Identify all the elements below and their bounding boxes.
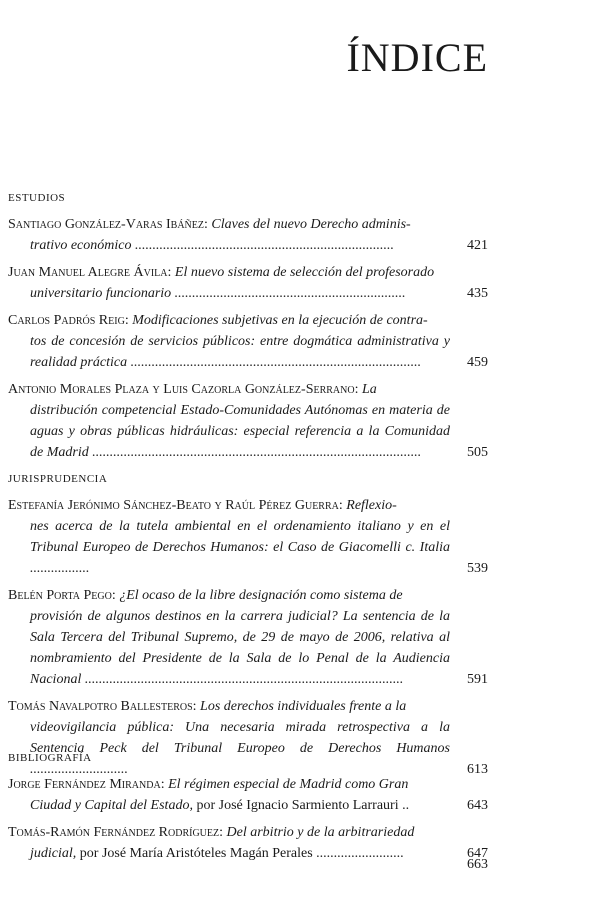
entry-author: Santiago González-Varas Ibáñez xyxy=(8,217,204,232)
entry-title: El nuevo sistema de selección del profesorado xyxy=(174,265,435,280)
section-label: BIBLIOGRAFÍA xyxy=(8,752,92,764)
section-jurisprudencia xyxy=(8,473,488,786)
section-label: JURISPRUDENCIA xyxy=(8,473,108,485)
entry-title-cont: nes acerca de la tutela ambiental en el ordenamiento italiano y en el Tribunal Europeo de Derechos Humanos: el Caso de Giacomelli c. Italia ................. xyxy=(30,519,450,576)
entry-page: 435 xyxy=(467,286,488,301)
entry-author: Tomás Navalpotro Ballesteros xyxy=(8,699,193,714)
entry-reviewer: por José María Aristóteles Magán Perales ......................... xyxy=(79,846,404,861)
entry-title: ¿El ocaso de la libre designación como sistema de xyxy=(119,588,403,603)
entry-title: Modificaciones subjetivas en la ejecución de contra- xyxy=(132,313,428,328)
section-label: ESTUDIOS xyxy=(8,192,66,204)
section-estudios xyxy=(8,192,488,469)
entry-page: 421 xyxy=(467,238,488,253)
entry-title-cont: provisión de algunos destinos en la carrera judicial? La sentencia de la Sala Tercera del Tribunal Supremo, de 29 de mayo de 2006, relativa al nombramiento del Presidente de la Sala de lo Penal de la Audiencia Nacional ........................................................................................... xyxy=(30,609,450,687)
entry-page: 505 xyxy=(467,445,488,460)
entry-page: 613 xyxy=(467,762,488,777)
entry-title-cont: universitario funcionario .................................................................. xyxy=(30,286,406,301)
entry-author: Belén Porta Pego xyxy=(8,588,112,603)
entry-author: Estefanía Jerónimo Sánchez-Beato y Raúl Pérez Guerra xyxy=(8,498,339,513)
toc-entry[interactable]: Tomás Navalpotro Ballesteros: Los derechos individuales frente a la videovigilancia pública: Una necesaria mirada retrospectiva a la Sentencia Peck del Tribunal Europeo de Derechos Humanos ............................ 613 xyxy=(8,696,488,780)
entry-title: Reflexio- xyxy=(346,498,397,513)
toc-entry[interactable]: Belén Porta Pego: ¿El ocaso de la libre designación como sistema de provisión de algunos destinos en la carrera judicial? La sentencia de la Sala Tercera del Tribunal Supremo, de 29 de mayo de 2006, relativa al nombramiento del Presidente de la Sala de lo Penal de la Audiencia Nacional ........................................................................................... 591 xyxy=(8,585,488,690)
entry-page: 459 xyxy=(467,355,488,370)
entry-title-cont: trativo económico .......................................................................... xyxy=(30,238,394,253)
entry-reviewer: por José Ignacio Sarmiento Larrauri .. xyxy=(196,798,410,813)
entry-title-cont: tos de concesión de servicios públicos: entre dogmática administrativa y realidad práctica ................................................................................... xyxy=(30,334,450,370)
toc-entry[interactable]: Jorge Fernández Miranda: El régimen especial de Madrid como Gran Ciudad y Capital del Estado, por José Ignacio Sarmiento Larrauri .. 643 xyxy=(8,774,488,816)
entry-page: 643 xyxy=(467,798,488,813)
entry-title: El régimen especial de Madrid como Gran xyxy=(168,777,409,792)
entry-author: Antonio Morales Plaza y Luis Cazorla González-Serrano xyxy=(8,382,355,397)
entry-title: Claves del nuevo Derecho adminis- xyxy=(211,217,411,232)
entry-author: Juan Manuel Alegre Ávila xyxy=(8,265,168,280)
toc-entry[interactable]: Antonio Morales Plaza y Luis Cazorla González-Serrano: La distribución competencial Estado-Comunidades Autónomas en materia de aguas y obras públicas hidráulicas: especial referencia a la Comunidad de Madrid .............................................................................................. 505 xyxy=(8,379,488,463)
entry-author: Jorge Fernández Miranda xyxy=(8,777,161,792)
entry-author: Carlos Padrós Reig xyxy=(8,313,125,328)
entry-page: 539 xyxy=(467,561,488,576)
entry-page: 647 xyxy=(467,846,488,861)
entry-title-cont: Ciudad y Capital del Estado, xyxy=(30,798,193,813)
toc-entry[interactable]: Juan Manuel Alegre Ávila: El nuevo sistema de selección del profesorado universitario funcionario .................................................................. 435 xyxy=(8,262,488,304)
toc-entry[interactable]: Tomás-Ramón Fernández Rodríguez: Del arbitrio y de la arbitrariedad judicial, por José María Aristóteles Magán Perales ......................... 647 xyxy=(8,822,488,864)
section-bibliografia xyxy=(8,752,488,870)
entry-title-cont: videovigilancia pública: Una necesaria mirada retrospectiva a la Sentencia Peck del Tribunal Europeo de Derechos Humanos ............................ xyxy=(30,720,450,777)
toc-entry[interactable]: Santiago González-Varas Ibáñez: Claves del nuevo Derecho adminis- trativo económico .......................................................................... 421 xyxy=(8,214,488,256)
toc-entry[interactable]: Estefanía Jerónimo Sánchez-Beato y Raúl Pérez Guerra: Reflexio- nes acerca de la tutela ambiental en el ordenamiento italiano y en el Tribunal Europeo de Derechos Humanos: el Caso de Giacomelli c. Italia ................. 539 xyxy=(8,495,488,579)
entry-title: Los derechos individuales frente a la xyxy=(200,699,407,714)
entry-author: Tomás-Ramón Fernández Rodríguez xyxy=(8,825,220,840)
entry-title: La xyxy=(361,382,377,397)
entry-title-cont: distribución competencial Estado-Comunidades Autónomas en materia de aguas y obras públicas hidráulicas: especial referencia a la Comunidad de Madrid .............................................................................................. xyxy=(30,403,450,460)
toc-entry[interactable]: Carlos Padrós Reig: Modificaciones subjetivas en la ejecución de contra- tos de concesión de servicios públicos: entre dogmática administrativa y realidad práctica ................................................................................... 459 xyxy=(8,310,488,373)
page-title: ÍNDICE xyxy=(346,35,488,80)
entry-title: Del arbitrio y de la arbitrariedad xyxy=(226,825,415,840)
final-page-number: 663 xyxy=(467,857,488,872)
entry-page: 591 xyxy=(467,672,488,687)
entry-title-cont: judicial, xyxy=(30,846,77,861)
